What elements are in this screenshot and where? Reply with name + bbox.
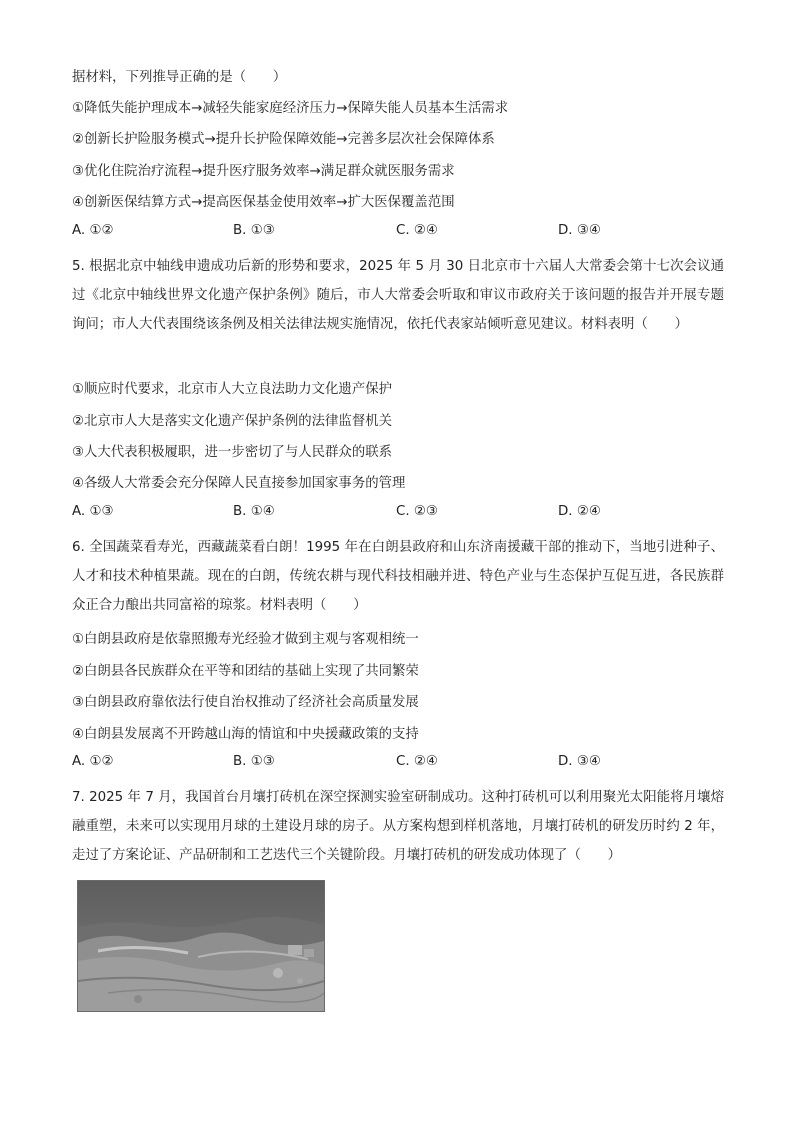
q6-option-2: ②白朗县各民族群众在平等和团结的基础上实现了共同繁荣 xyxy=(72,664,419,679)
q5-option-4: ④各级人大常委会充分保障人民直接参加国家事务的管理 xyxy=(72,476,406,491)
q6-choice-b: B. ①③ xyxy=(233,754,275,769)
q5-option-2: ②北京市人大是落实文化遗产保护条例的法律监督机关 xyxy=(72,414,392,429)
q5-choice-a: A. ①③ xyxy=(72,504,114,519)
q6-option-3: ③白朗县政府靠依法行使自治权推动了经济社会高质量发展 xyxy=(72,695,419,710)
q7-stem: 7. 2025 年 7 月，我国首台月壤打砖机在深空探测实验室研制成功。这种打砖机可以利用聚光太阳能将月壤熔融重塑，未来可以实现用月球的土建设月球的房子。从方案构想到样机落地，月壤打砖机的研发历时约 2 年，走过了方案论证、产品研制和工艺迭代三个关键阶段。月壤打砖机的研发成功体现了（ ） xyxy=(72,790,724,863)
q6-choice-c: C. ②④ xyxy=(396,754,438,769)
q6-choice-a: A. ①② xyxy=(72,754,114,769)
q5-option-1: ①顺应时代要求，北京市人大立良法助力文化遗产保护 xyxy=(72,382,392,397)
q5-choice-c: C. ②③ xyxy=(396,504,438,519)
q4-option-2: ②创新长护险服务模式→提升长护险保障效能→完善多层次社会保障体系 xyxy=(72,132,495,147)
q6-choices xyxy=(72,754,724,774)
q4-option-4: ④创新医保结算方式→提高医保基金使用效率→扩大医保覆盖范围 xyxy=(72,195,455,210)
q6-stem: 6. 全国蔬菜看寿光，西藏蔬菜看白朗！1995 年在白朗县政府和山东济南援藏干部的推动下，当地引进种子、人才和技术种植果蔬。现在的白朗，传统农耕与现代科技相融并进、特色产业与生态保护互促互进，各民族群众正合力酿出共同富裕的琼浆。材料表明（ ） xyxy=(72,540,724,613)
q4-choice-b: B. ①③ xyxy=(233,223,275,238)
q4-choices xyxy=(72,223,724,243)
q4-choice-a: A. ①② xyxy=(72,223,114,238)
q5-choice-b: B. ①④ xyxy=(233,504,275,519)
q5-option-3: ③人大代表积极履职，进一步密切了与人民群众的联系 xyxy=(72,445,392,460)
q4-option-1: ①降低失能护理成本→减轻失能家庭经济压力→保障失能人员基本生活需求 xyxy=(72,101,509,116)
q6-option-1: ①白朗县政府是依靠照搬寿光经验才做到主观与客观相统一 xyxy=(72,632,419,647)
q5-choice-d: D. ②④ xyxy=(558,504,601,519)
lunar-soil-photo xyxy=(77,880,325,1012)
q6-option-4: ④白朗县发展离不开跨越山海的情谊和中央援藏政策的支持 xyxy=(72,727,419,742)
q5-choices xyxy=(72,504,724,524)
q4-choice-d: D. ③④ xyxy=(558,223,601,238)
q6-choice-d: D. ③④ xyxy=(558,754,601,769)
q5-stem: 5. 根据北京中轴线申遗成功后新的形势和要求，2025 年 5 月 30 日北京市十六届人大常委会第十七次会议通过《北京中轴线世界文化遗产保护条例》随后，市人大常委会听取和审议市政府关于该问题的报告并开展专题询问；市人大代表围绕该条例及相关法律法规实施情况，依托代表家站倾听意见建议。材料表明（ ） xyxy=(72,259,724,332)
q4-choice-c: C. ②④ xyxy=(396,223,438,238)
q4-option-3: ③优化住院治疗流程→提升医疗服务效率→满足群众就医服务需求 xyxy=(72,164,455,179)
q4-stem-tail: 据材料，下列推导正确的是（ ） xyxy=(72,70,287,85)
